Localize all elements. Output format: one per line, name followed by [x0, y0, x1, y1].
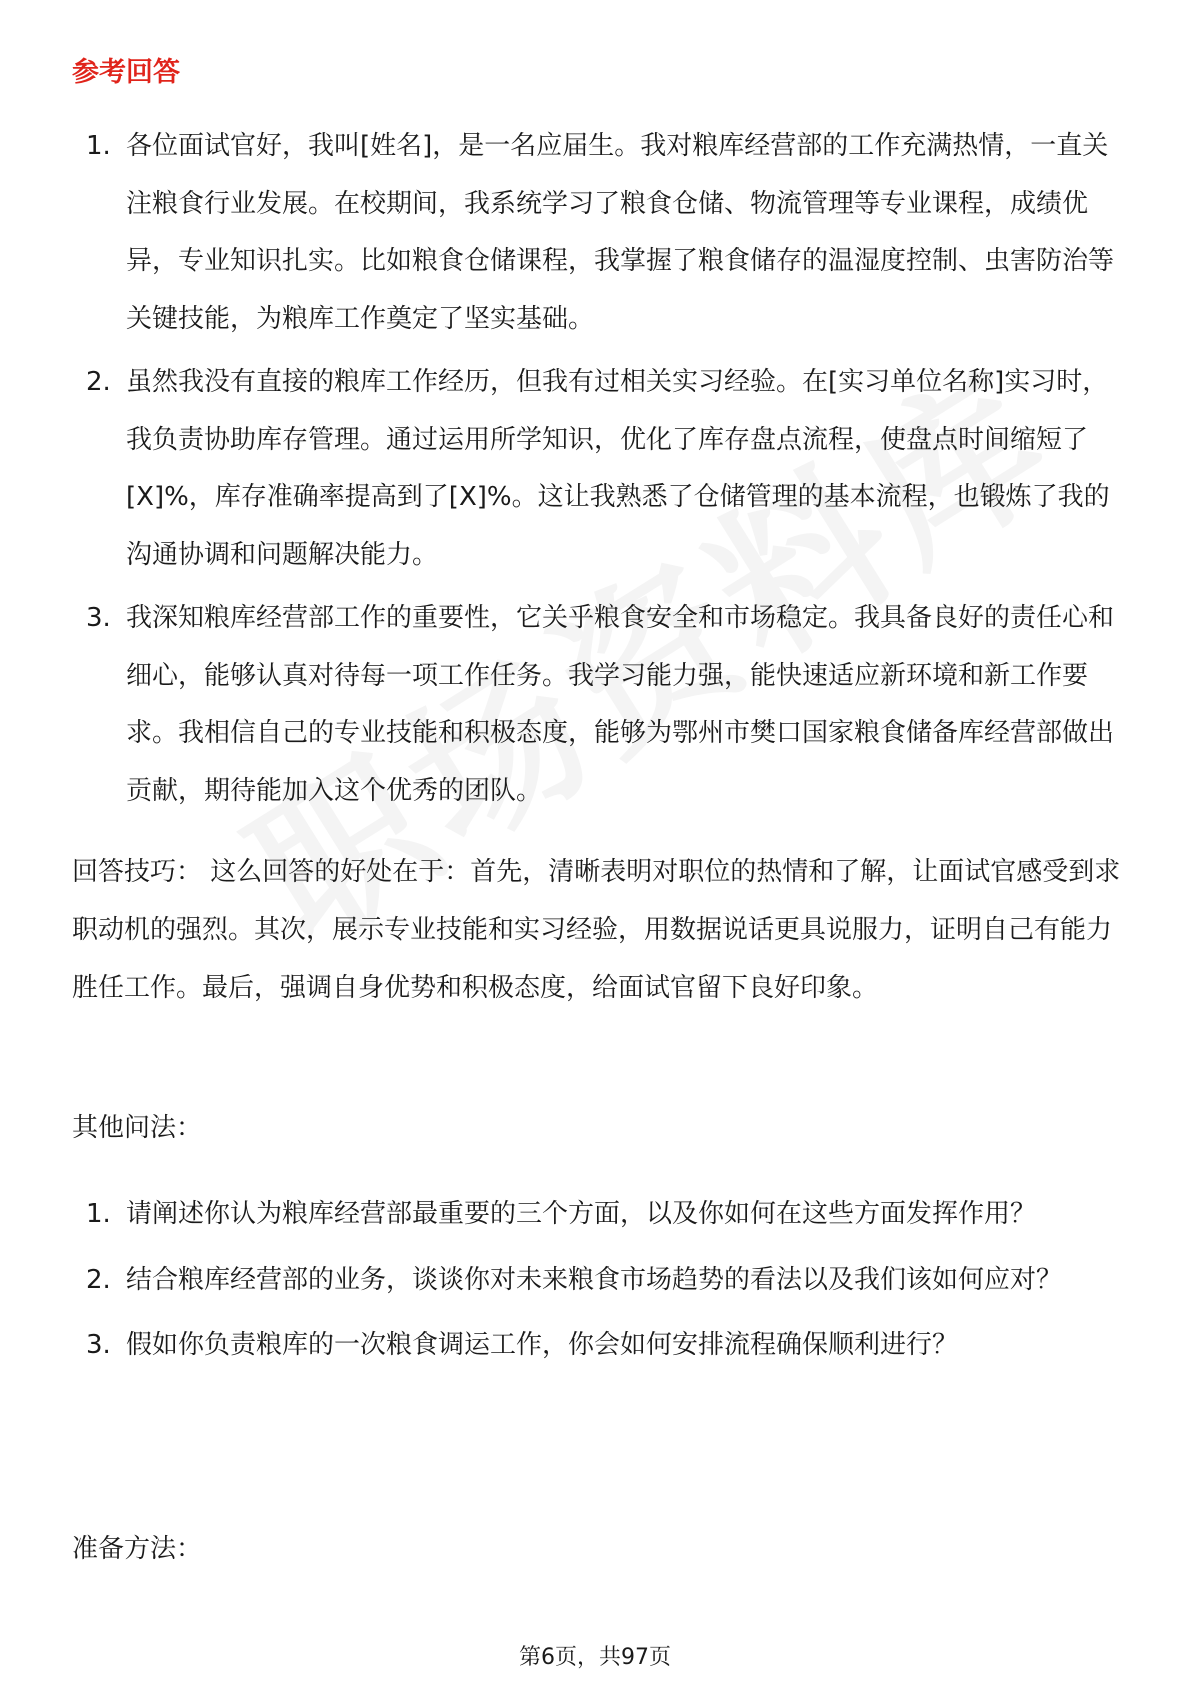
list-item [72, 354, 1124, 584]
list-item [72, 590, 1124, 820]
other-questions-heading: 其他问法： [72, 1113, 203, 1143]
section-title: 参考回答 [72, 57, 180, 88]
preparation-heading: 准备方法： [72, 1534, 203, 1564]
list-item [72, 1186, 1124, 1244]
list-text: 虽然我没有直接的粮库工作经历，但我有过相关实习经验。在[实习单位名称]实习时，我负责协助库存管理。通过运用所学知识，优化了库存盘点流程，使盘点时间缩短了[X]%，库存准确率提高到了[X]%。这让我熟悉了仓储管理的基本流程，也锻炼了我的沟通协调和问题解决能力。 [126, 367, 1110, 570]
list-text: 请阐述你认为粮库经营部最重要的三个方面，以及你如何在这些方面发挥作用？ [126, 1199, 1037, 1229]
list-item [72, 118, 1124, 348]
list-number: 3. [86, 603, 111, 633]
list-text: 各位面试官好，我叫[姓名]，是一名应届生。我对粮库经营部的工作充满热情，一直关注粮食行业发展。在校期间，我系统学习了粮食仓储、物流管理等专业课程，成绩优异，专业知识扎实。比如粮食仓储课程，我掌握了粮食储存的温湿度控制、虫害防治等关键技能，为粮库工作奠定了坚实基础。 [126, 131, 1115, 334]
page-footer: 第6页，共97页 [519, 1645, 671, 1670]
list-text: 我深知粮库经营部工作的重要性，它关乎粮食安全和市场稳定。我具备良好的责任心和细心，能够认真对待每一项工作任务。我学习能力强，能快速适应新环境和新工作要求。我相信自己的专业技能和积极态度，能够为鄂州市樊口国家粮食储备库经营部做出贡献，期待能加入这个优秀的团队。 [126, 603, 1115, 806]
answer-tips: 回答技巧： 这么回答的好处在于：首先，清晰表明对职位的热情和了解，让面试官感受到求职动机的强烈。其次，展示专业技能和实习经验，用数据说话更具说服力，证明自己有能力胜任工作。最后，强调自身优势和积极态度，给面试官留下良好印象。 [72, 857, 1121, 1003]
list-number: 2. [86, 1264, 111, 1295]
answer-list [72, 118, 1124, 820]
list-number: 1. [86, 131, 111, 161]
list-number: 3. [86, 1330, 111, 1360]
list-item [72, 1317, 1124, 1375]
other-questions-list [72, 1186, 1124, 1375]
list-number: 2. [86, 367, 111, 397]
list-text: 结合粮库经营部的业务，谈谈你对未来粮食市场趋势的看法以及我们该如何应对？ [126, 1264, 1063, 1295]
list-number: 1. [86, 1199, 111, 1229]
list-item [72, 1252, 1124, 1310]
list-text: 假如你负责粮库的一次粮食调运工作，你会如何安排流程确保顺利进行？ [126, 1330, 959, 1360]
